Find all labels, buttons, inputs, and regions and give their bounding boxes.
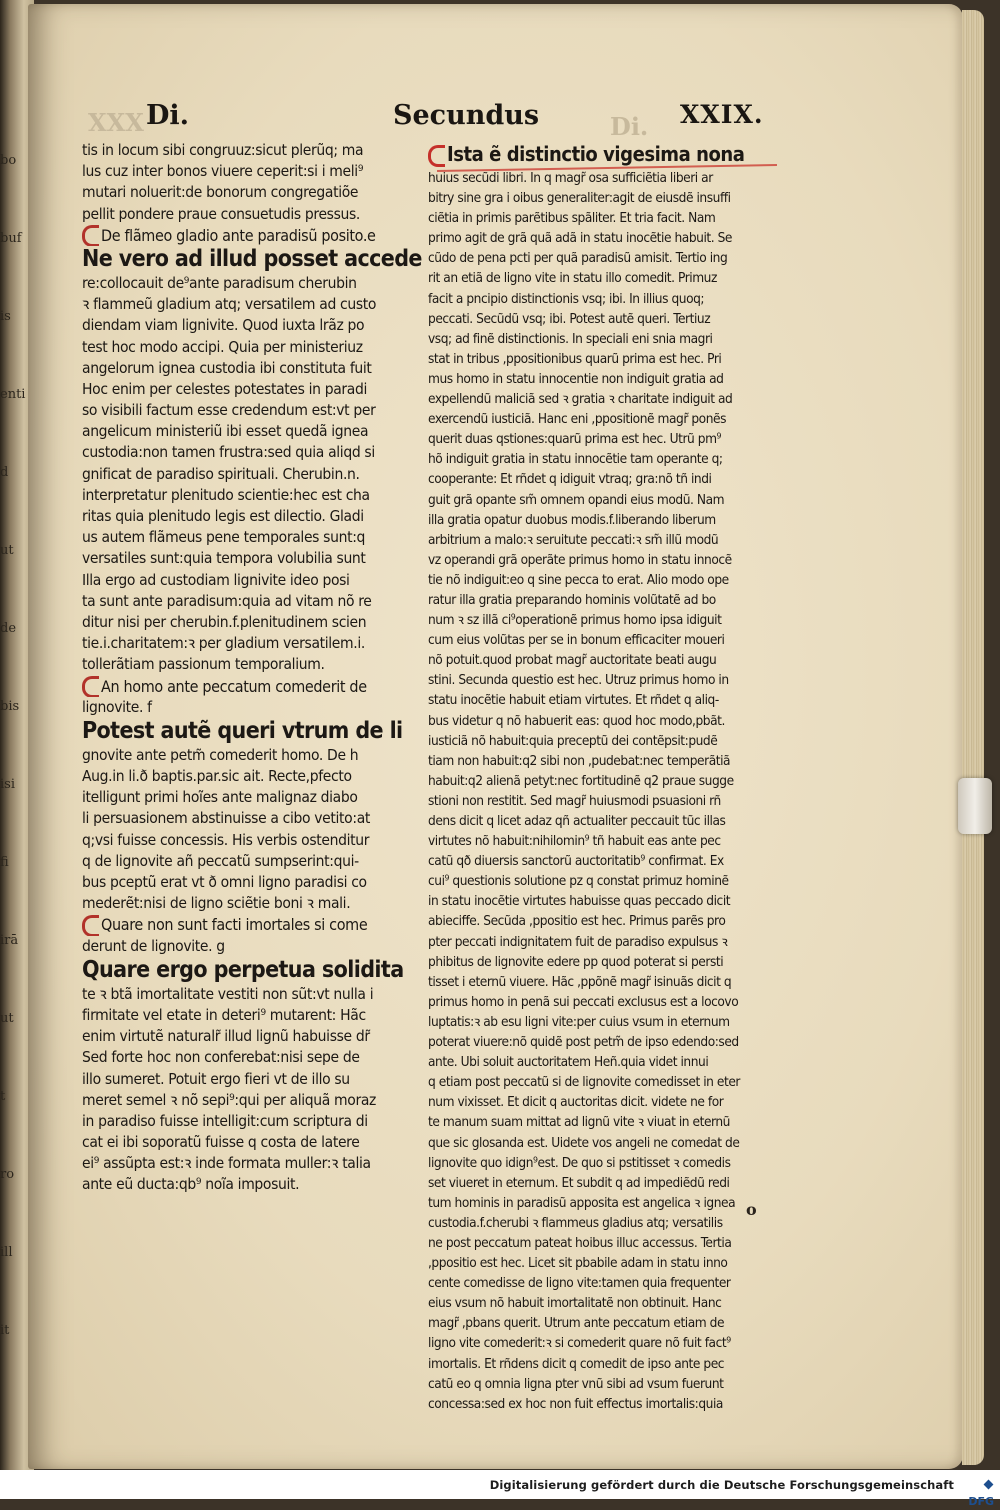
text-line: itelligunt primi hoĩes ante malignaz diabo	[82, 788, 358, 807]
text-line: virtutes nõ habuit:nihilomin⁹ tñ habuit eas ante pec	[428, 833, 721, 850]
text-line: catũ eo q omnia ligna pter vnũ sibi ad vsum fuerunt	[428, 1375, 724, 1392]
text-line: angelorum ignea custodia ibi constituta fuit	[82, 358, 372, 377]
text-line: cooperante: Et rñdet q idiguit vtraq; gra:nõ tñ indi	[428, 471, 712, 488]
text-line: ante. Ubi soluit auctoritatem Heñ.quia videt innui	[428, 1054, 709, 1071]
text-line: primus homo in penã sui peccati exclusus est a locovo	[428, 993, 739, 1010]
text-line: tie nõ indiguit:eo q sine pecca to erat. Alio modo ope	[428, 571, 729, 588]
show-through-text-left: XXX	[88, 108, 144, 137]
text-line: mus homo in statu innocentie non indiguit gratia ad	[428, 370, 724, 387]
text-line: ta sunt ante paradisum:quia ad vitam nõ re	[82, 591, 372, 610]
facing-page-fragment: d	[0, 465, 9, 480]
facing-page-fragment: is	[0, 309, 11, 324]
text-line: gnificat de paradiso spirituali. Cherubin.n.	[82, 464, 360, 483]
running-head-left: Di.	[146, 100, 190, 131]
text-line: hõ indiguit gratia in statu innocẽtie tam operante q;	[428, 451, 723, 468]
text-line: ,ppositio est hec. Licet sit pbabile adam in statu inno	[428, 1255, 728, 1272]
text-line: stini. Secunda questio est hec. Utruz primus homo in	[428, 672, 729, 689]
text-line: test hoc modo accipi. Quia per ministeriuz	[82, 337, 363, 356]
paragraph-mark-icon	[82, 225, 99, 246]
text-line: bus pceptũ erat vt ð omni ligno paradisi co	[82, 873, 367, 891]
rubric-heading-wrap	[82, 676, 427, 697]
rubric-heading: Quare non sunt facti imortales si come	[101, 915, 368, 935]
text-line: ritas quia plenitudo legis est dilectio. Gladi	[82, 507, 364, 525]
dfg-logo-text: DFG	[968, 1495, 994, 1508]
text-line: rit an etiã de ligno vite in statu illo comedit. Primuz	[428, 270, 717, 287]
text-line: facit a pncipio distinctionis vsq; ibi. In illius quoq;	[428, 290, 705, 307]
text-line: angelicum ministeriũ ibi esset quedã ignea	[82, 422, 369, 441]
facing-page-fragment: fi	[0, 855, 9, 870]
text-line: te manum suam mittat ad lignũ vite ꝛ viuat in eternũ	[428, 1114, 730, 1131]
facing-page-fragment: ut	[0, 1011, 14, 1026]
text-line: imortalis. Et rñdens dicit q comedit de ipso ante pec	[428, 1355, 725, 1372]
text-line: catũ qð diuersis sanctorũ auctoritatib⁹ confirmat. Ex	[428, 853, 724, 870]
text-line: ante eũ ducta:qb⁹ noĩa imposuit.	[82, 1175, 300, 1194]
text-line: in paradiso fuisse intelligit:cum scriptura di	[82, 1111, 368, 1130]
text-line: phibitus de lignovite edere pp quod poterat si persti	[428, 953, 724, 970]
facing-page-fragment: isi	[0, 777, 15, 792]
text-line: primo agit de grã quã adã in statu inocẽtie habuit. Se	[428, 230, 732, 247]
text-line: cui⁹ questionis solutione pz q constat primuz hominẽ	[428, 873, 729, 890]
text-line: stioni non restitit. Sed magr̃ huiusmodi psuasioni rñ	[428, 792, 721, 809]
footer-bar	[0, 1470, 1000, 1508]
text-line: cũdo de pena pcti per quã paradisũ amisit. Tertio ing	[428, 250, 728, 267]
text-line: dens dicit q licet adaz qñ actualiter peccauit tũc illas	[428, 813, 726, 829]
text-line: derunt de lignovite. g	[82, 936, 225, 955]
section-opening-line: Potest autẽ queri vtrum de li	[82, 717, 403, 744]
section-opening-line: Ne vero ad illud posset accede	[82, 245, 422, 272]
text-line: tis in locum sibi congruuz:sicut plerũq; ma	[82, 141, 364, 159]
text-line: huius secũdi libri. In q magr̃ osa sufficiẽtia liberi ar	[428, 170, 713, 186]
text-line: lignovite quo idign⁹est. De quo si pstitisset ꝛ comedis	[428, 1154, 731, 1171]
text-line: custodia:non tamen frustra:sed quia aliqd si	[82, 443, 375, 462]
text-line: meret semel ꝛ nõ sepi⁹:qui per aliquã moraz	[82, 1090, 376, 1109]
text-line: Aug.in li.ð baptis.par.sic ait. Recte,pfecto	[82, 767, 352, 786]
text-line: peccati. Secũdũ vsq; ibi. Potest autẽ queri. Tertiuz	[428, 310, 711, 327]
facing-page-fragment: irā	[0, 933, 19, 948]
text-line: ratur illa gratia preparando hominis volũtatẽ ad bo	[428, 591, 716, 608]
text-line: ꝛ flammeũ gladium atq; versatilem ad custo	[82, 295, 377, 314]
facing-page-fragment: bis	[0, 699, 20, 714]
text-line: us autem flãmeus pene temporales sunt:q	[82, 528, 366, 547]
rubric-heading: An homo ante peccatum comederit de	[101, 676, 367, 696]
text-line: in statu inocẽtie virtutes habuisse quas peccado dicit	[428, 893, 731, 910]
dfg-logo-mark-icon	[984, 1480, 994, 1490]
text-line: tiam non habuit:q2 sibi non ,pudebat:nec temperãtiã	[428, 752, 731, 769]
paragraph-mark-icon	[428, 145, 445, 167]
text-line: re:collocauit de⁹ante paradisum cherubin	[82, 273, 357, 292]
paragraph-mark-icon	[82, 676, 99, 697]
text-line: nõ potuit.quod probat magr̃ auctoritate beati augu	[428, 652, 717, 669]
section-opening-line: Quare ergo perpetua solidita	[82, 956, 404, 983]
text-line: num ꝛ sz illã ci⁹operationẽ primus homo ipsa idiguit	[428, 612, 722, 629]
facing-page-fragment: t	[0, 1089, 6, 1104]
text-line: diendam viam lignivite. Quod iuxta lrãz po	[82, 316, 365, 335]
text-line: te ꝛ btã imortalitate vestiti non sũt:vt nulla i	[82, 984, 374, 1003]
page-block-edges	[962, 10, 984, 1465]
text-line: li persuasionem abstinuisse a cibo vetito:at	[82, 809, 371, 828]
text-line: cum eius volũtas per se in bonum efficaciter moueri	[428, 632, 725, 649]
facing-page-fragment: ill	[0, 1245, 13, 1260]
facing-page-fragment: de	[0, 621, 17, 636]
facing-page-fragment: ro	[0, 1167, 15, 1182]
text-line: stat in tribus ,ppositionibus quarũ prima est hec. Pri	[428, 350, 722, 367]
show-through-text-right: Di.	[610, 112, 649, 141]
running-head-center: Secundus	[393, 100, 540, 131]
text-line: que sic glosanda est. Uidete vos angeli ne comedat de	[428, 1134, 740, 1151]
running-head-right: XXIX.	[680, 100, 764, 129]
dfg-logo	[960, 1476, 994, 1508]
facing-page-fragment: it	[0, 1323, 10, 1338]
facing-page-fragment: enti	[0, 387, 26, 402]
text-line: illa gratia opatur duobus modis.f.liberando liberum	[428, 511, 716, 528]
text-line: Illa ergo ad custodiam lignivite ideo posi	[82, 570, 350, 589]
text-line: luptatis:ꝛ ab esu ligni vite:per cuius vsum in eternum	[428, 1013, 730, 1030]
text-line: concessa:sed ex hoc non fuit effectus imortalis:quia	[428, 1395, 723, 1412]
facing-page-fragment: ut	[0, 543, 14, 558]
text-line: tum hominis in paradisũ apposita est angelica ꝛ ignea	[428, 1194, 736, 1211]
footer-credit: Digitalisierung gefördert durch die Deutsche Forschungsgemeinschaft	[489, 1478, 954, 1492]
rubric-heading-wrap	[82, 225, 427, 246]
text-line: ligno vite comederit:ꝛ si comederit quare nõ fuit fact⁹	[428, 1335, 731, 1352]
text-line: mederẽt:nisi de ligno sciẽtie boni ꝛ mali.	[82, 894, 351, 913]
text-line: ditur nisi per cherubin.f.plenitudinem scien	[82, 612, 367, 631]
text-line: mutari noluerit:de bonorum congregatiõe	[82, 183, 359, 202]
text-line: q;vsi fuisse concessis. His verbis ostenditur	[82, 830, 370, 849]
text-line: pter peccati indignitatem fuit de paradiso expulsus ꝛ	[428, 933, 728, 950]
text-line: q etiam post peccatũ si de lignovite comedisset in eter	[428, 1074, 740, 1091]
text-line: vsq; ad finẽ distinctionis. In speciali eni snia magri	[428, 330, 713, 347]
distinction-title: Ista ẽ distinctio vigesima nona	[447, 142, 745, 166]
text-line: lignovite. f	[82, 697, 152, 716]
text-line: guit grã opante sm̃ omnem opandi eius modũ. Nam	[428, 491, 725, 508]
text-line: custodia.f.cherubi ꝛ flammeus gladius atq; versatilis	[428, 1214, 723, 1231]
text-line: exercendũ iusticiã. Hanc eni ,ppositionẽ magr̃ ponẽs	[428, 411, 727, 428]
text-line: tie.i.charitatem:ꝛ per gladium versatilem.i.	[82, 634, 365, 653]
text-line: bitry sine gra i oibus generaliter:agit de eiusdẽ insuffi	[428, 190, 731, 207]
text-line: querit duas qstiones:quarũ prima est hec. Utrũ pm⁹	[428, 431, 721, 448]
text-line: ne post peccatum pateat hoibus illuc accessus. Tertia	[428, 1234, 732, 1251]
text-line: tollerãtiam passionum temporalium.	[82, 655, 325, 674]
rubric-heading-wrap	[82, 914, 427, 935]
text-line: gnovite ante petm̃ comederit homo. De h	[82, 745, 359, 764]
text-line: tisset i eternũ viuere. Hãc ,ppõnẽ magr̃ isinuãs dicit q	[428, 973, 732, 990]
text-line: statu inocẽtie habuit etiam virtutes. Et rñdet q aliq-	[428, 692, 719, 709]
text-line: abieciffe. Secũda ,ppositio est hec. Primus parẽs pro	[428, 913, 726, 930]
text-line: vz operandi grã operãte primus homo in statu innocẽ	[428, 551, 732, 568]
text-line: cente comedisse de ligno vite:tamen quia frequenter	[428, 1275, 731, 1292]
text-line: firmitate vel etate in deteri⁹ mutarent: Hãc	[82, 1005, 366, 1024]
text-line: so visibili factum esse credendum est:vt per	[82, 401, 376, 420]
text-line: set viueret in eternum. Et subdit q ad impediẽdũ redi	[428, 1174, 730, 1191]
text-line: cat ei ibi soporatũ fuisse q costa de latere	[82, 1133, 360, 1152]
left-text-column	[82, 140, 427, 1196]
text-line: arbitrium a malo:ꝛ seruitute peccati:ꝛ sm̃ illũ modũ	[428, 531, 719, 548]
page-clip	[958, 778, 992, 834]
text-line: expellendũ maliciã sed ꝛ gratia ꝛ charitate indiguit ad	[428, 391, 733, 408]
text-line: Sed forte hoc non conferebat:nisi sepe de	[82, 1048, 360, 1067]
text-line: poterat viuere:nõ quidẽ post petm̃ de ipso edendo:sed	[428, 1034, 739, 1051]
facing-page-fragment: buf	[0, 231, 22, 246]
text-line: bus videtur q nõ habuerit eas: quod hoc modo,pbãt.	[428, 712, 725, 729]
text-line: ciẽtia in primis parẽtibus spãliter. Et tria facit. Nam	[428, 210, 716, 227]
text-line: habuit:q2 alienã petyt:nec fortitudinẽ q2 praue sugge	[428, 772, 734, 789]
text-line: eius vsum nõ habuit imortalitatẽ non obtinuit. Hanc	[428, 1295, 722, 1312]
text-line: pellit pondere praue consuetudis pressus.	[82, 204, 360, 223]
text-line: illo sumeret. Potuit ergo fieri vt de illo su	[82, 1069, 350, 1088]
rubric-heading: De flãmeo gladio ante paradisũ posito.e	[101, 225, 376, 245]
signature-mark: o	[746, 1200, 757, 1219]
text-line: magr̃ ,pbans querit. Utrum ante peccatum etiam de	[428, 1315, 725, 1332]
right-text-column	[428, 140, 788, 1414]
text-line: enim virtutẽ naturalr̃ illud lignũ habuisse dr̃	[82, 1027, 370, 1046]
text-line: Hoc enim per celestes potestates in paradi	[82, 379, 368, 398]
text-line: num vixisset. Et dicit q auctoritas dicit. videte ne for	[428, 1094, 724, 1111]
paragraph-mark-icon	[82, 915, 99, 936]
text-line: interpretatur plenitudo scientie:hec est cha	[82, 485, 370, 504]
facing-page-fragment: bo	[0, 153, 17, 168]
text-line: versatiles sunt:quia tempora volubilia sunt	[82, 549, 366, 568]
text-line: iusticiã nõ habuit:quia preceptũ dei contẽpsit:pudẽ	[428, 732, 718, 749]
distinction-title-wrap	[428, 140, 788, 168]
text-line: lus cuz inter bonos viuere ceperit:si i meli⁹	[82, 162, 364, 181]
text-line: ei⁹ assũpta est:ꝛ inde formata muller:ꝛ talia	[82, 1154, 371, 1173]
text-line: q de lignovite añ peccatũ sumpserint:qui-	[82, 851, 359, 870]
